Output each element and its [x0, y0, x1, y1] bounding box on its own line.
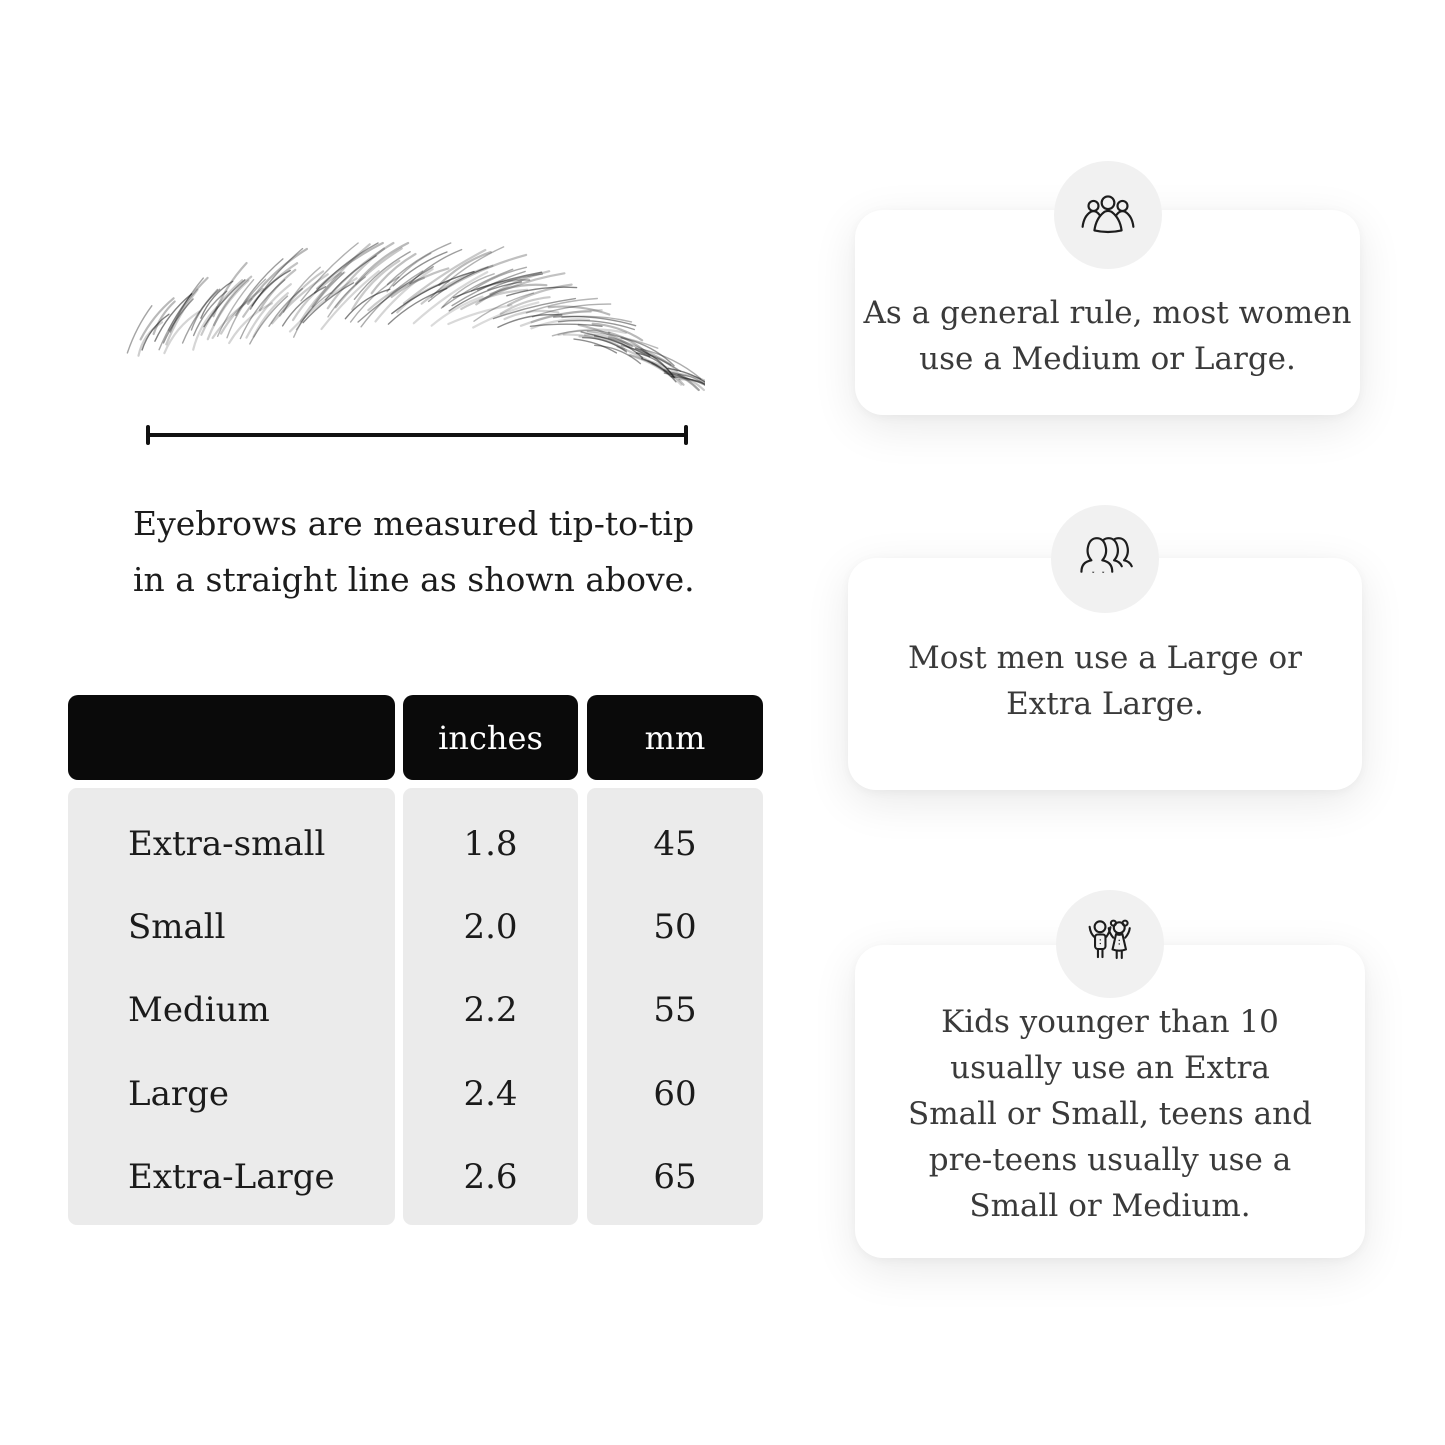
mm-value: 60 — [653, 1073, 697, 1114]
men-group-icon — [1076, 530, 1134, 588]
card-text-line: use a Medium or Large. — [919, 341, 1296, 377]
card-text — [855, 290, 1360, 382]
table-row — [68, 822, 763, 866]
table-header-inches: inches — [403, 695, 578, 780]
card-text-line: Most men use a Large or — [907, 640, 1302, 676]
inches-value: 2.0 — [463, 907, 518, 948]
size-label: Extra-Large — [128, 1157, 335, 1198]
table-header-mm: mm — [587, 695, 763, 780]
inches-value: 2.6 — [463, 1157, 518, 1198]
card-text-line: Extra Large. — [1006, 686, 1204, 722]
card-text-line: Small or Medium. — [969, 1188, 1251, 1224]
size-label: Small — [128, 907, 226, 948]
card-text-line: Small or Small, teens and — [908, 1096, 1312, 1132]
figure-caption-line1: Eyebrows are measured tip-to-tip — [133, 504, 695, 543]
inches-value: 2.4 — [463, 1073, 518, 1114]
measurement-tick-right — [684, 425, 688, 445]
size-label: Medium — [128, 990, 270, 1031]
table-row — [68, 1155, 763, 1199]
figure-caption — [133, 496, 695, 608]
size-label: Extra-small — [128, 823, 326, 864]
measurement-bar — [146, 433, 688, 437]
table-row — [68, 905, 763, 949]
women-group-icon — [1079, 186, 1137, 244]
card-text — [848, 635, 1362, 727]
inches-value: 1.8 — [463, 823, 518, 864]
size-label: Large — [128, 1073, 229, 1114]
table-row — [68, 988, 763, 1032]
card-text — [855, 999, 1365, 1229]
kids-icon — [1081, 915, 1139, 973]
figure-caption-line2: in a straight line as shown above. — [133, 560, 695, 599]
info-card-men — [848, 558, 1362, 790]
measurement-line — [146, 425, 688, 445]
table-header-size — [68, 695, 395, 780]
card-text-line: Kids younger than 10 — [941, 1004, 1279, 1040]
mm-value: 45 — [653, 823, 697, 864]
table-rows — [68, 788, 763, 1225]
icon-circle — [1056, 890, 1164, 998]
info-card-women — [855, 210, 1360, 415]
mm-value: 55 — [653, 990, 697, 1031]
inches-value: 2.2 — [463, 990, 518, 1031]
card-text-line: usually use an Extra — [950, 1050, 1270, 1086]
icon-circle — [1054, 161, 1162, 269]
mm-value: 65 — [653, 1157, 697, 1198]
icon-circle — [1051, 505, 1159, 613]
card-text-line: As a general rule, most women — [863, 295, 1352, 331]
table-row — [68, 1072, 763, 1116]
mm-value: 50 — [653, 907, 697, 948]
card-text-line: pre-teens usually use a — [928, 1142, 1292, 1178]
info-card-kids — [855, 945, 1365, 1258]
eyebrow-illustration — [125, 238, 705, 396]
